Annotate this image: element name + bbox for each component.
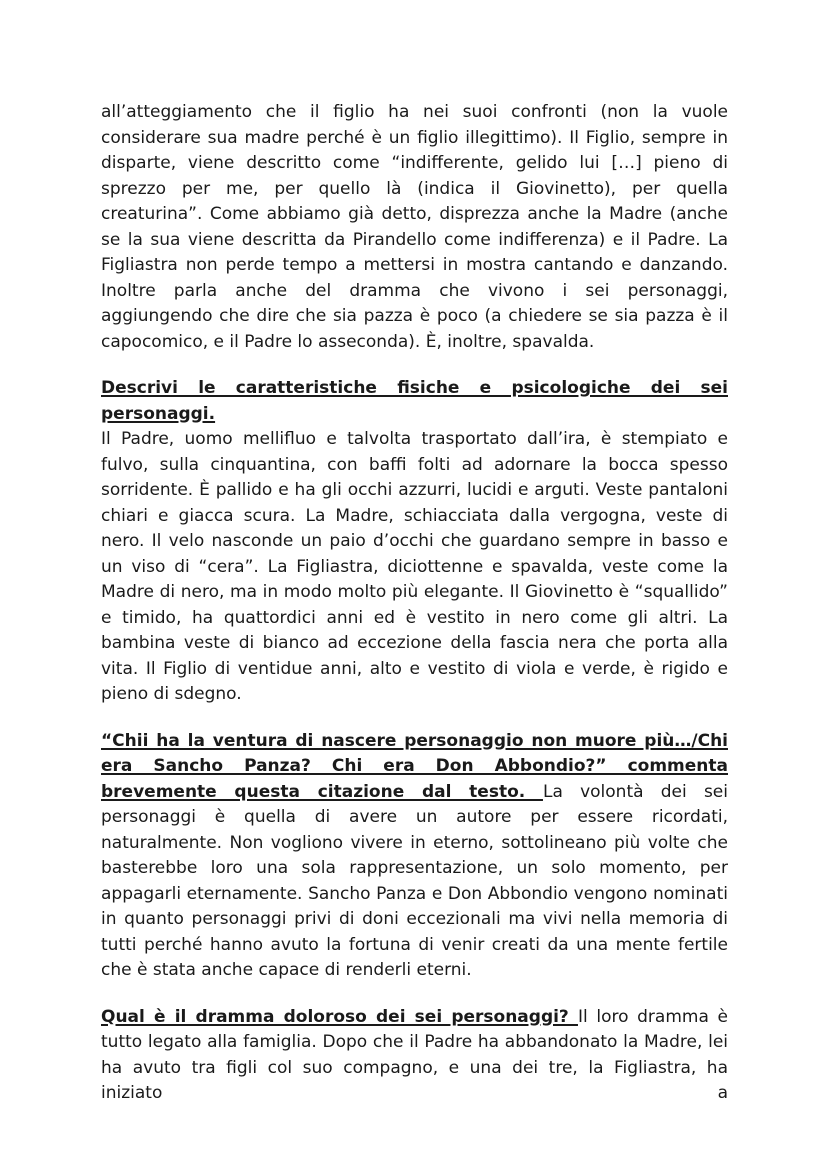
- document-page: [101, 100, 728, 1128]
- answer-caratteristiche: Il Padre, uomo mellifluo e talvolta trasportato dall’ira, è stempiato e fulvo, sulla cinquantina, con baffi folti ad adornare la bocca spesso sorridente. È pallido e ha gli occhi azzurri, lucidi e arguti. Veste pantaloni chiari e giacca scura. La Madre, schiacciata dalla vergogna, veste di nero. Il velo nasconde un paio d’occhi che guardano sempre in basso e un viso di “cera”. La Figliastra, diciottenne e spavalda, veste come la Madre di nero, ma in modo molto più elegante. Il Giovinetto è “squallido” e timido, ha quattordici anni ed è vestito in nero come gli altri. La bambina veste di bianco ad eccezione della fascia nera che porta alla vita. Il Figlio di ventidue anni, alto e vestito di viola e verde, è rigido e pieno di sdegno.: [101, 429, 728, 704]
- answer-citazione: La volontà dei sei personaggi è quella di avere un autore per essere ricordati, naturalmente. Non vogliono vivere in eterno, sottolineano più volte che basterebbe loro una sola rappresentazione, un solo momento, per appagarli eternamente. Sancho Panza e Don Abbondio vengono nominati in quanto personaggi privi di doni eccezionali ma vivi nella memoria di tutti perché hanno avuto la fortuna di venir creati da una mente fertile che è stata anche capace di renderli eterni.: [101, 781, 728, 980]
- question-citazione: “Chii ha la ventura di nascere personaggio non muore più…/Chi era Sancho Panza? Chi era Don Abbondio?” commenta brevemente questa citazione dal testo.: [101, 730, 728, 802]
- section-citazione: [101, 729, 728, 984]
- question-caratteristiche: Descrivi le caratteristiche fisiche e psicologiche dei sei personaggi.: [101, 378, 728, 424]
- answer-dramma: Il loro dramma è tutto legato alla famiglia. Dopo che il Padre ha abbandonato la Madre, lei ha avuto tra figli col suo compagno, e una dei tre, la Figliastra, ha iniziato a: [101, 1006, 728, 1103]
- section-dramma: [101, 1005, 728, 1107]
- section-caratteristiche: [101, 376, 728, 708]
- question-dramma: Qual è il dramma doloroso dei sei personaggi?: [101, 1006, 578, 1027]
- paragraph-figli-description: all’atteggiamento che il figlio ha nei suoi confronti (non la vuole considerare sua madre perché è un figlio illegittimo). Il Figlio, sempre in disparte, viene descritto come “indifferente, gelido lui […] pieno di sprezzo per me, per quello là (indica il Giovinetto), per quella creaturina”. Come abbiamo già detto, disprezza anche la Madre (anche se la sua viene descritta da Pirandello come indifferenza) e il Padre. La Figliastra non perde tempo a mettersi in mostra cantando e danzando. Inoltre parla anche del dramma che vivono i sei personaggi, aggiungendo che dire che sia pazza è poco (a chiedere se sia pazza è il capocomico, e il Padre lo asseconda). È, inoltre, spavalda.: [101, 102, 728, 352]
